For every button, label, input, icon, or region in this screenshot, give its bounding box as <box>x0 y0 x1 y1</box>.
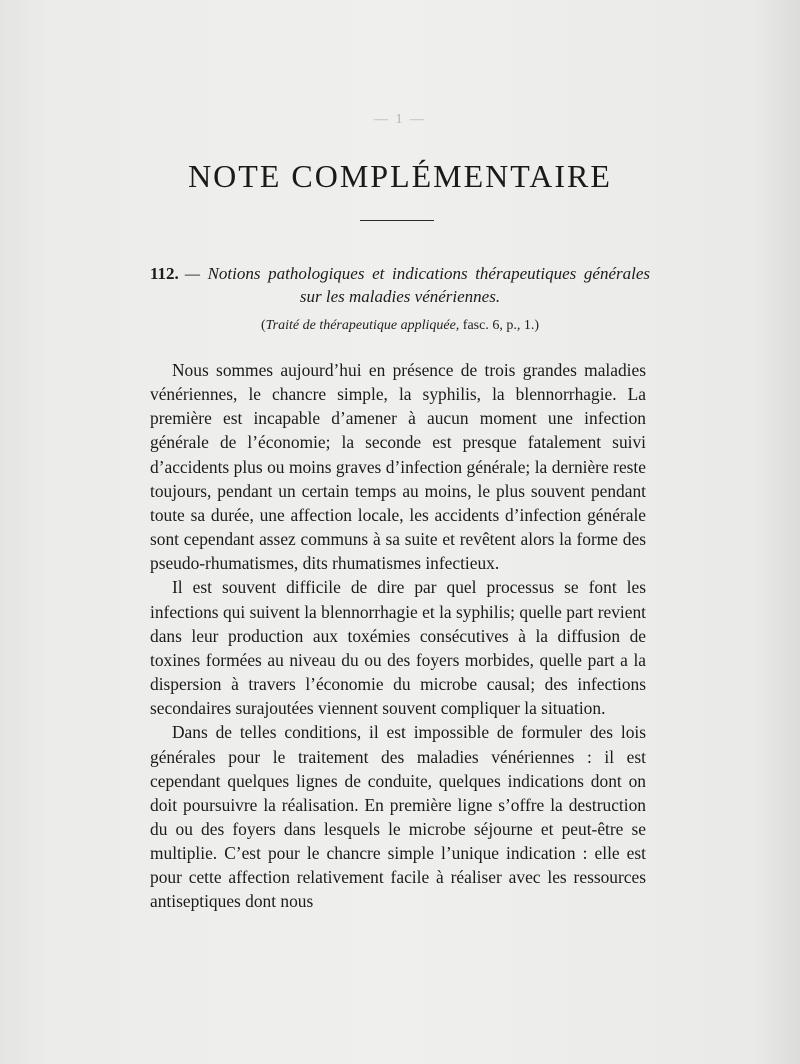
title-divider <box>360 220 434 221</box>
paragraph: Nous sommes aujourd’hui en présence de trois grandes maladies vénériennes, le chancre simple, la syphilis, la blennorrhagie. La première est incapable d’amener à aucun moment une infection générale de l’économie; la seconde est presque fatalement suivi d’accidents plus ou moins graves d’infection générale; la dernière reste toujours, pendant un certain temps au moins, le plus souvent pendant toute sa durée, une affection locale, les accidents d’infection générale sont cependant assez communs à sa suite et revêtent alors la forme des pseudo-rhumatismes, dits rhumatismes infectieux. <box>150 360 646 574</box>
source-citation: (Traité de thérapeutique appliquée, fasc. 6, p., 1.) <box>260 318 540 333</box>
section-title: — Notions pathologiques et indications thérapeutiques générales sur les maladies vénériennes. <box>184 264 650 306</box>
paragraph: Dans de telles conditions, il est impossible de formuler des lois générales pour le traitement des maladies vénériennes : il est cependant quelques lignes de conduite, quelques indications dont on doit poursuivre la réalisation. En première ligne s’offre la destruction du ou des foyers dans lesquels le microbe séjourne et peut-être se multiplie. C’est pour le chancre simple l’unique indication : elle est pour cette affection relativement facile à réaliser avec les ressources antiseptiques dont nous <box>150 722 646 912</box>
page-title: NOTE COMPLÉMENTAIRE <box>188 158 612 194</box>
body-text <box>150 358 646 914</box>
section-heading <box>150 262 650 308</box>
source-details: fasc. 6, p., 1. <box>462 318 535 333</box>
section-number: 112. <box>150 264 179 283</box>
page-folio: — 1 — <box>374 112 426 127</box>
paragraph: Il est souvent difficile de dire par quel processus se font les infections qui suivent la blennorrhagie et la syphilis; quelle part revient dans leur production aux toxémies consécutives à la diffusion de toxines formées au niveau du ou des foyers morbides, quelle part a la dispersion à travers l’économie du microbe causal; des infections secondaires surajoutées viennent souvent compliquer la situation. <box>150 577 646 719</box>
source-work: Traité de thérapeutique appliquée, <box>265 318 460 333</box>
